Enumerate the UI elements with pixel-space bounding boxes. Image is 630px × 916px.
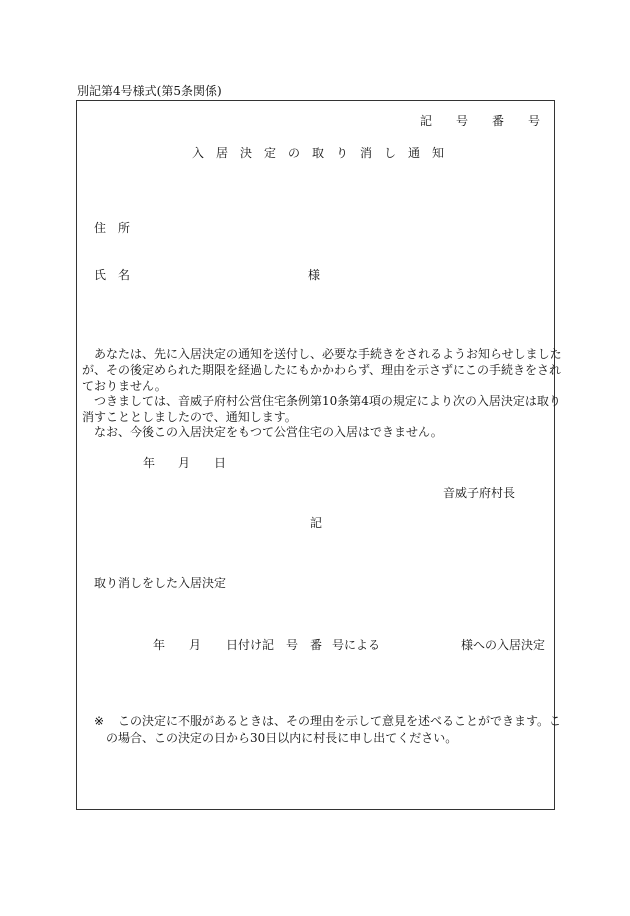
decision-year: 年 [153, 638, 166, 652]
title-char: り [336, 146, 349, 160]
body-p2-line2: 消すこととしましたので、通知します。 [82, 410, 297, 424]
date-month: 月 [178, 456, 191, 470]
body-p1-line2: が、その後定められた期限を経過したにもかかわらず、理由を示さずにこの手続きをされ [82, 363, 562, 377]
address-label-ju: 住 [94, 221, 107, 235]
decision-dated: 日付け記 [226, 638, 275, 652]
honorific-sama: 様 [308, 268, 321, 282]
cancelled-heading: 取り消しをした入居決定 [94, 576, 227, 590]
title-char: の [288, 146, 301, 160]
reference-go-2: 号 [528, 114, 541, 128]
body-p1-line3: ておりません。 [82, 379, 167, 393]
note-mark: ※ [94, 714, 105, 728]
reference-go: 号 [456, 114, 469, 128]
reference-ki: 記 [420, 114, 433, 128]
note-line1: この決定に不服があるときは、その理由を示して意見を述べることができます。こ [118, 714, 562, 728]
issuer: 音威子府村長 [443, 486, 516, 500]
title-char: 消 [360, 146, 373, 160]
body-p3-line1: なお、今後この入居決定をもつて公営住宅の入居はできません。 [94, 425, 443, 439]
body-p1-line1: あなたは、先に入居決定の通知を送付し、必要な手続きをされるようお知らせしました [94, 347, 562, 361]
form-frame [76, 100, 555, 810]
reference-ban: 番 [492, 114, 505, 128]
name-label-shi: 氏 [94, 268, 107, 282]
decision-ban: 番 [310, 638, 323, 652]
address-label-sho: 所 [118, 221, 131, 235]
title-char: 知 [432, 146, 445, 160]
decision-suffix: 様への入居決定 [461, 638, 546, 652]
title-char: 通 [408, 146, 421, 160]
title-char: 居 [216, 146, 229, 160]
title-char: 入 [192, 146, 205, 160]
ki-heading: 記 [310, 516, 323, 530]
decision-go-niyoru: 号による [332, 638, 381, 652]
title-char: 定 [264, 146, 277, 160]
decision-go: 号 [286, 638, 299, 652]
date-year: 年 [143, 456, 156, 470]
decision-month: 月 [189, 638, 202, 652]
title-char: し [384, 146, 397, 160]
form-caption: 別記第4号様式(第5条関係) [77, 84, 222, 98]
note-line2: の場合、この決定の日から30日以内に村長に申し出てください。 [106, 731, 458, 745]
title-char: 取 [312, 146, 325, 160]
title-char: 決 [240, 146, 253, 160]
name-label-mei: 名 [118, 268, 131, 282]
date-day: 日 [214, 456, 227, 470]
body-p2-line1: つきましては、音威子府村公営住宅条例第10条第4項の規定により次の入居決定は取り [94, 394, 561, 408]
